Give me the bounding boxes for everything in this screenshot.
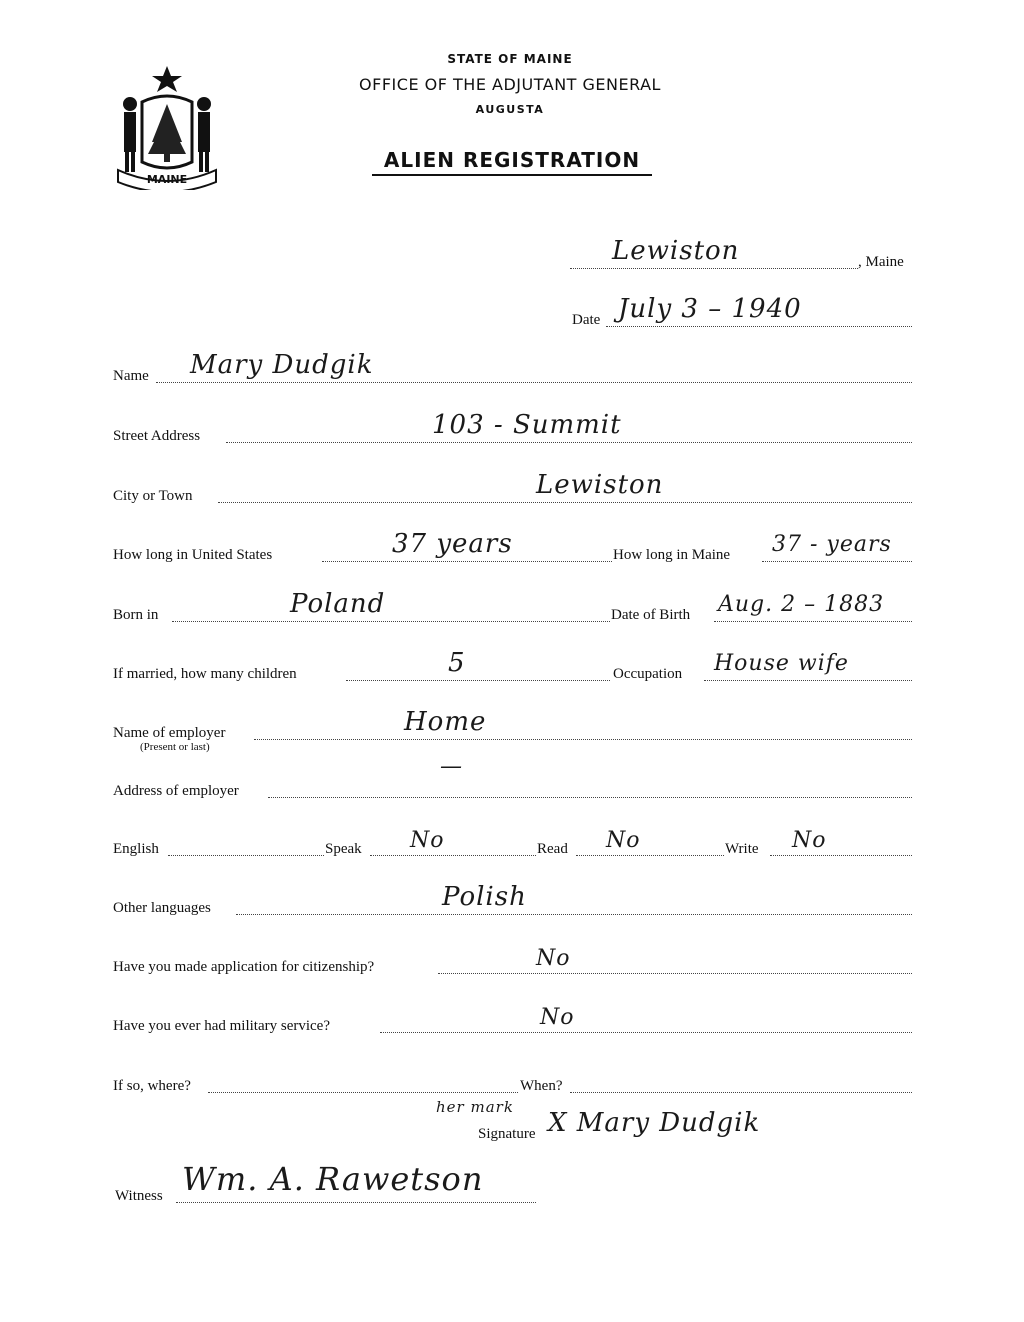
citizenship-value: No: [536, 946, 571, 971]
occupation-label: Occupation: [613, 666, 683, 682]
write-value: No: [792, 828, 827, 853]
date-label: Date: [572, 312, 601, 328]
employer-value: Home: [404, 707, 487, 737]
how-long-us-value: 37 years: [392, 529, 513, 559]
read-value: No: [606, 828, 641, 853]
citizenship-field[interactable]: [438, 973, 912, 974]
born-label: Born in: [113, 607, 159, 623]
employer-field[interactable]: [254, 739, 912, 740]
born-value: Poland: [290, 589, 386, 619]
date-field[interactable]: [606, 326, 912, 327]
other-lang-field[interactable]: [236, 914, 912, 915]
place-suffix: , Maine: [858, 254, 904, 270]
state-heading: STATE OF MAINE: [447, 52, 573, 66]
city-value: Lewiston: [536, 470, 664, 500]
citizenship-label: Have you made application for citizenship?: [113, 959, 375, 975]
where-field[interactable]: [208, 1092, 518, 1093]
employer-address-label: Address of employer: [113, 783, 239, 799]
other-lang-value: Polish: [442, 882, 527, 912]
street-field[interactable]: [226, 442, 912, 443]
name-label: Name: [113, 368, 149, 384]
employer-address-value: —: [440, 754, 463, 779]
read-label: Read: [537, 841, 568, 857]
place-value: Lewiston: [612, 236, 740, 266]
signature-value: X Mary Dudgik: [548, 1108, 761, 1138]
speak-value: No: [410, 828, 445, 853]
employer-address-field[interactable]: [268, 797, 912, 798]
children-value: 5: [448, 648, 466, 678]
witness-field[interactable]: [176, 1202, 536, 1203]
how-long-maine-value: 37 - years: [772, 532, 892, 557]
dob-value: Aug. 2 – 1883: [718, 592, 885, 617]
name-field[interactable]: [156, 382, 912, 383]
military-field[interactable]: [380, 1032, 912, 1033]
when-label: When?: [520, 1078, 563, 1094]
place-field[interactable]: [570, 268, 858, 269]
form-title: ALIEN REGISTRATION: [372, 148, 652, 176]
city-field[interactable]: [218, 502, 912, 503]
employer-note: (Present or last): [140, 741, 210, 753]
occupation-field[interactable]: [704, 680, 912, 681]
when-field[interactable]: [570, 1092, 912, 1093]
other-lang-label: Other languages: [113, 900, 211, 916]
date-value: July 3 – 1940: [618, 294, 802, 324]
how-long-maine-label: How long in Maine: [613, 547, 731, 563]
read-field[interactable]: [576, 855, 724, 856]
dob-label: Date of Birth: [611, 607, 691, 623]
english-dots: [168, 855, 324, 856]
office-heading: OFFICE OF THE ADJUTANT GENERAL: [359, 75, 661, 94]
children-label: If married, how many children: [113, 666, 297, 682]
born-field[interactable]: [172, 621, 610, 622]
city-heading: AUGUSTA: [475, 103, 545, 116]
name-value: Mary Dudgik: [190, 350, 374, 380]
how-long-us-label: How long in United States: [113, 547, 273, 563]
how-long-us-field[interactable]: [322, 561, 612, 562]
children-field[interactable]: [346, 680, 610, 681]
dob-field[interactable]: [714, 621, 912, 622]
seal-banner-text: MAINE: [146, 173, 188, 186]
how-long-maine-field[interactable]: [762, 561, 912, 562]
speak-field[interactable]: [370, 855, 536, 856]
employer-label: Name of employer: [113, 725, 226, 741]
write-label: Write: [725, 841, 759, 857]
occupation-value: House wife: [714, 651, 849, 676]
street-label: Street Address: [113, 428, 201, 444]
witness-label: Witness: [115, 1188, 163, 1204]
where-label: If so, where?: [113, 1078, 191, 1094]
write-field[interactable]: [770, 855, 912, 856]
speak-label: Speak: [325, 841, 362, 857]
city-label: City or Town: [113, 488, 193, 504]
english-label: English: [113, 841, 159, 857]
signature-label: Signature: [478, 1126, 536, 1142]
street-value: 103 - Summit: [432, 410, 622, 440]
witness-value: Wm. A. Rawetson: [182, 1160, 484, 1198]
military-value: No: [540, 1005, 575, 1030]
military-label: Have you ever had military service?: [113, 1018, 330, 1034]
signature-mark-note: her mark: [436, 1098, 514, 1116]
maine-seal-icon: [112, 62, 222, 190]
